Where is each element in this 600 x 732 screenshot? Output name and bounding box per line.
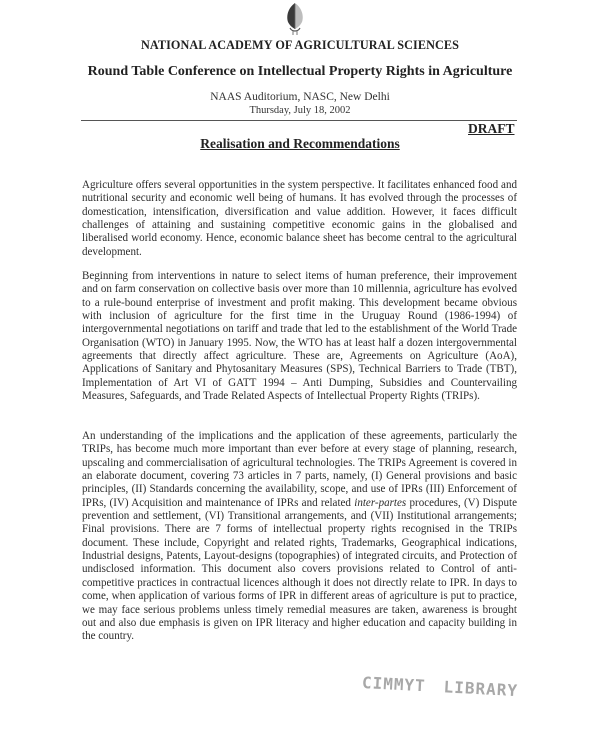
stamp-word-2: LIBRARY <box>443 677 519 701</box>
paragraph-3-italic-term: inter-partes <box>354 496 407 509</box>
library-stamp <box>362 673 519 700</box>
paragraph-1: Agriculture offers several opportunities in the system perspective. It facilitates enhanced food and nutritional security and economic well being of humans. It has evolved through the processes of domestication, intensification, diversification and value addition. However, it faces difficult challenges of attaining and sustaining competitive economic gains in the globalised and liberalised world economy. Hence, economic balance sheet has become central to the agricultural development. <box>82 179 517 258</box>
section-heading: Realisation and Recommendations <box>200 136 400 151</box>
draft-label: DRAFT <box>468 121 515 136</box>
paragraph-3 <box>82 430 517 644</box>
organization-name: NATIONAL ACADEMY OF AGRICULTURAL SCIENCES <box>140 38 460 52</box>
paragraph-3-part-1: An understanding of the implications and the application of these agreements, particularly the TRIPs, has become much more important than ever before at every stage of planning, research, upscaling and commercialisation of agricultural technologies. The TRIPs Agreement is covered in an elaborate document, covering 73 articles in 7 parts, namely, (I) General provisions and basic principles, (II) Standards concerning the availability, scope, and use of IPRs (III) Enforcement of IPRs, (IV) Acquisition and maintenance of IPRs and related <box>82 430 517 509</box>
venue: NAAS Auditorium, NASC, New Delhi <box>210 91 390 103</box>
conference-title: Round Table Conference on Intellectual Property Rights in Agriculture <box>87 64 513 79</box>
header-divider <box>81 120 517 121</box>
stamp-gap <box>425 691 443 692</box>
event-date: Thursday, July 18, 2002 <box>249 105 351 116</box>
stamp-word-1: CIMMYT <box>361 673 427 696</box>
leaf-emblem-icon <box>284 2 306 36</box>
paragraph-2: Beginning from interventions in nature to select items of human preference, their improvement and on farm conservation on collective basis over more than 10 millennia, agriculture has evolved to a rule-bound enterprise of investment and profit making. This development became obvious with inclusion of agriculture for the first time in the Uruguay Round (1986-1994) of intergovernmental negotiations on tariff and trade that led to the establishment of the World Trade Organisation (WTO) in January 1995. Now, the WTO has at least half a dozen intergovernmental agreements that directly affect agriculture. These are, Agreements on Agriculture (AoA), Applications of Sanitary and Phytosanitary Measures (SPS), Technical Barriers to Trade (TBT), Implementation of Art VI of GATT 1994 – Anti Dumping, Subsidies and Countervailing Measures, Safeguards, and Trade Related Aspects of Intellectual Property Rights (TRIPs). <box>82 270 517 403</box>
paragraph-3-part-2: procedures, (V) Dispute prevention and settlement, (VI) Transitional arrangements, and (VII) Institutional arrangements; Final provisions. There are 7 forms of intellectual property rights recognised in the TRIPs document. These include, Copyright and related rights, Trademarks, Geographical indications, Industrial designs, Patents, Layout-designs (topographies) of integrated circuits, and Protection of undisclosed information. This document also covers provisions related to Control of anti-competitive practices in contractual licences although it does not directly relate to IPR. In days to come, when application of various forms of IPR in different areas of agriculture is put to practice, we may face serious problems unless timely remedial measures are taken, awareness is brought out and also due emphasis is given on IPR literacy and higher education and capacity building in the country. <box>82 496 517 643</box>
